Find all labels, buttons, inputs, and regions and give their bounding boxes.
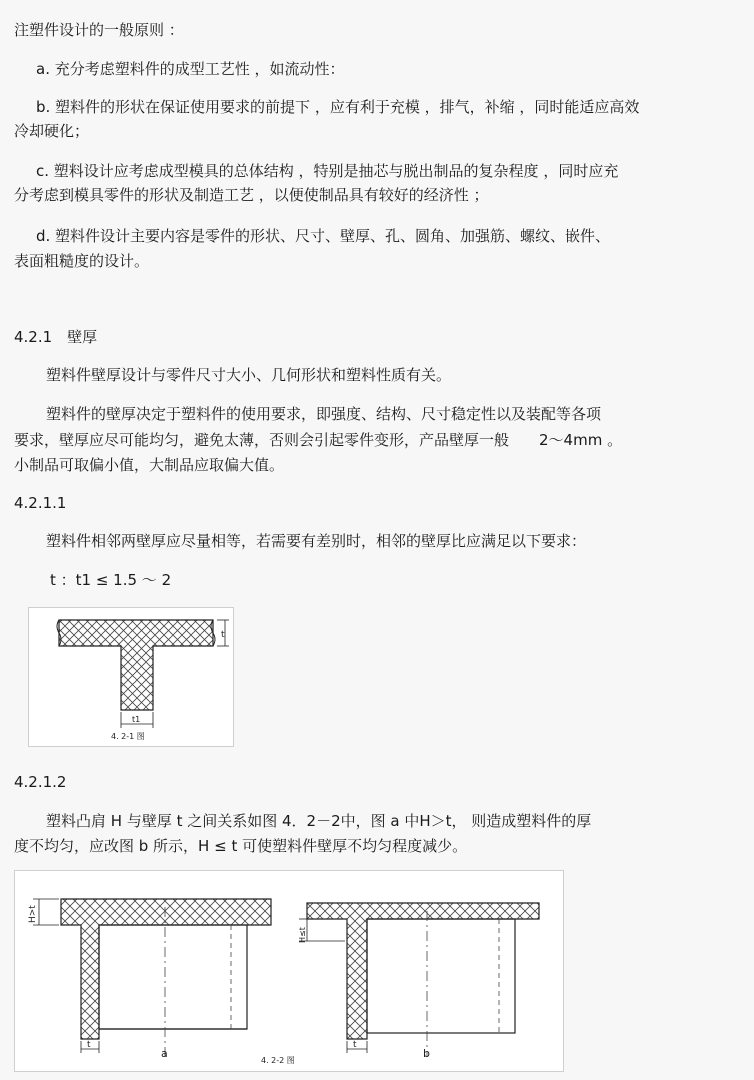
section-421-p1: 塑料件壁厚设计与零件尺寸大小、几何形状和塑料性质有关。 — [46, 366, 452, 384]
principle-c-line1: c. 塑料设计应考虑成型模具的总体结构 ，特别是抽芯与脱出制品的复杂程度 ，同时应充 — [36, 162, 619, 180]
figure-4-2-2 — [14, 870, 564, 1072]
section-421-p2-line1: 塑料件的壁厚决定于塑料件的使用要求，即强度、结构、尺寸稳定性以及装配等各项 — [46, 405, 602, 423]
shoulder-diagram — [15, 871, 563, 1071]
section-421-p2-line2: 要求，壁厚应尽可能均匀，避免太薄，否则会引起零件变形，产品壁厚一般 2～4mm 。 — [14, 431, 623, 449]
section-4212-heading: 4.2.1.2 — [14, 773, 67, 791]
fig2a-t-label: t — [87, 1040, 91, 1050]
section-4211-heading: 4.2.1.1 — [14, 494, 67, 512]
principle-b-line1: b. 塑料件的形状在保证使用要求的前提下 ，应有利于充模 ，排气，补缩 ，同时能适应高效 — [36, 98, 640, 116]
fig2b-height-label: H≤t — [298, 927, 307, 943]
fig1-t1-label: t1 — [132, 715, 141, 724]
fig2a-height-label: H>t — [28, 905, 38, 923]
section-4211-p1: 塑料件相邻两壁厚应尽量相等，若需要有差别时，相邻的壁厚比应满足以下要求： — [46, 532, 587, 550]
figure-4-2-1 — [28, 607, 234, 747]
fig2a-label: a — [161, 1047, 168, 1060]
thickness-ratio-formula: t ：t1 ≤ 1.5 ～ 2 — [50, 571, 172, 589]
section-4212-p1-line2: 度不均匀，应改图 b 所示，H ≤ t 可使塑料件壁厚不均匀程度减少。 — [14, 837, 468, 855]
principle-a: a. 充分考虑塑料件的成型工艺性 ，如流动性： — [36, 60, 345, 78]
fig2b-t-label: t — [353, 1040, 357, 1050]
fig2-variant-b — [298, 903, 539, 1060]
fig2b-label: b — [423, 1047, 430, 1060]
section-421-heading: 4.2.1 壁厚 — [14, 328, 98, 346]
principle-d-line1: d. 塑料件设计主要内容是零件的形状、尺寸、壁厚、孔、圆角、加强筋、螺纹、嵌件、 — [36, 227, 611, 245]
principle-b-line2: 冷却硬化； — [14, 122, 90, 140]
section-4212-p1-line1: 塑料凸肩 H 与壁厚 t 之间关系如图 4．2－2中，图 a 中H＞t， 则造成塑料件的厚 — [46, 812, 592, 830]
principle-d-line2: 表面粗糙度的设计。 — [14, 252, 150, 270]
fig1-t-label: t — [221, 630, 225, 640]
fig2-variant-a — [28, 899, 271, 1060]
t-joint-diagram — [29, 608, 233, 746]
section-421-p2-line3: 小制品可取偏小值，大制品应取偏大值。 — [14, 456, 285, 474]
fig1-caption: 4. 2-1 图 — [111, 732, 145, 741]
fig2-caption: 4. 2-2 图 — [261, 1056, 295, 1065]
intro-title: 注塑件设计的一般原则 ： — [14, 21, 184, 39]
principle-c-line2: 分考虑到模具零件的形状及制造工艺 ，以便使制品具有较好的经济性 ； — [14, 186, 489, 204]
